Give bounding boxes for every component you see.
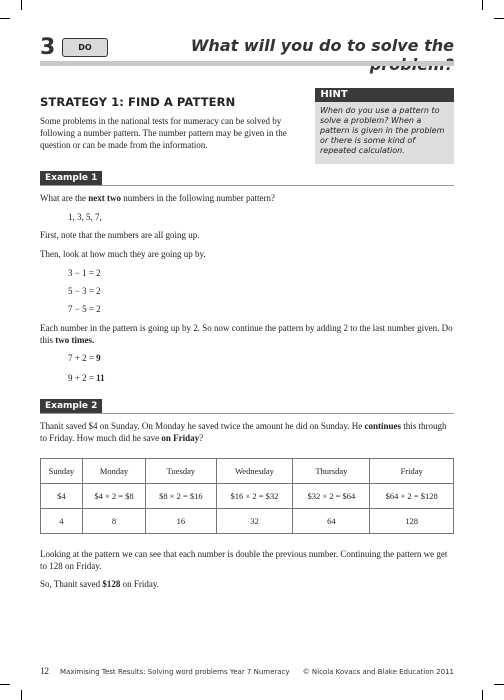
example-1-label: Example 1 (40, 171, 102, 185)
example-2-conclusion: Looking at the pattern we can see that each number is double the previous number. Continuing the pattern we get to 128 on Friday. (40, 549, 448, 571)
hint-bar (353, 88, 454, 102)
difference-2: 5 − 3 = 2 (68, 286, 101, 296)
example-2-label: Example 2 (40, 399, 102, 413)
do-badge: DO (62, 38, 108, 57)
table-cell: 8 (82, 509, 146, 534)
example-2-answer: So, Thanit saved $128 on Friday. (40, 579, 159, 589)
hint-text: When do you use a pattern to solve a problem? When a pattern is given in the problem or there is some kind of repeated calculation. (320, 106, 445, 155)
strategy-intro: Some problems in the national tests for numeracy can be solved by following a number pattern. The number pattern may be given in the question or can be made from the information. (40, 116, 287, 150)
example-1-explanation: Each number in the pattern is going up by 2. So now continue the pattern by adding 2 to the last number given. Do this two times. (40, 323, 453, 345)
table-cell: $32 × 2 = $64 (293, 484, 370, 509)
strategy-heading: STRATEGY 1: FIND A PATTERN (40, 95, 236, 109)
crop-mark (494, 684, 504, 685)
difference-1: 3 − 1 = 2 (68, 268, 101, 278)
table-header-cell: Wednesday (216, 459, 293, 484)
note-how-much: Then, look at how much they are going up by. (40, 249, 206, 259)
table-cell: $64 × 2 = $128 (370, 484, 454, 509)
crop-mark (482, 0, 483, 10)
table-cell: 16 (146, 509, 216, 534)
example-1-question: What are the next two numbers in the following number pattern? (40, 193, 275, 203)
number-sequence: 1, 3, 5, 7, (68, 212, 102, 222)
note-going-up: First, note that the numbers are all going up. (40, 230, 200, 240)
header-rule (40, 61, 454, 66)
crop-mark (21, 0, 22, 10)
difference-3: 7 − 5 = 2 (68, 304, 101, 314)
crop-mark (21, 690, 22, 700)
book-title: Maximising Test Results: Solving word problems Year 7 Numeracy (60, 668, 290, 676)
table-header-row (41, 459, 454, 484)
crop-mark (0, 684, 10, 685)
continue-step-1: 7 + 2 = 9 (68, 353, 101, 363)
table-row (41, 509, 454, 534)
table-cell: $8 × 2 = $16 (146, 484, 216, 509)
table-cell: 128 (370, 509, 454, 534)
table-header-cell: Monday (82, 459, 146, 484)
savings-table (40, 458, 454, 534)
table-cell: 4 (41, 509, 83, 534)
example-2-rule (40, 413, 454, 414)
table-header-cell: Friday (370, 459, 454, 484)
continue-step-2: 9 + 2 = 11 (68, 373, 105, 383)
table-cell: $16 × 2 = $32 (216, 484, 293, 509)
table-header-cell: Tuesday (146, 459, 216, 484)
crop-mark (0, 18, 10, 19)
crop-mark (494, 18, 504, 19)
hint-label: HINT (315, 88, 353, 102)
table-header-cell: Sunday (41, 459, 83, 484)
example-1-rule (40, 185, 454, 186)
table-cell: $4 × 2 = $8 (82, 484, 146, 509)
page-title: What will you do to solve the (190, 36, 454, 55)
copyright: © Nicola Kovacs and Blake Education 2011 (302, 668, 454, 676)
table-header-cell: Thursday (293, 459, 370, 484)
section-number: 3 (40, 35, 56, 60)
example-2-question: Thanit saved $4 on Sunday. On Monday he saved twice the amount he did on Sunday. He continues this through to Friday. How much did he save on Friday? (40, 421, 447, 443)
table-cell: 32 (216, 509, 293, 534)
page-number: 12 (40, 666, 49, 676)
table-cell: $4 (41, 484, 83, 509)
crop-mark (482, 690, 483, 700)
table-row (41, 484, 454, 509)
table-cell: 64 (293, 509, 370, 534)
